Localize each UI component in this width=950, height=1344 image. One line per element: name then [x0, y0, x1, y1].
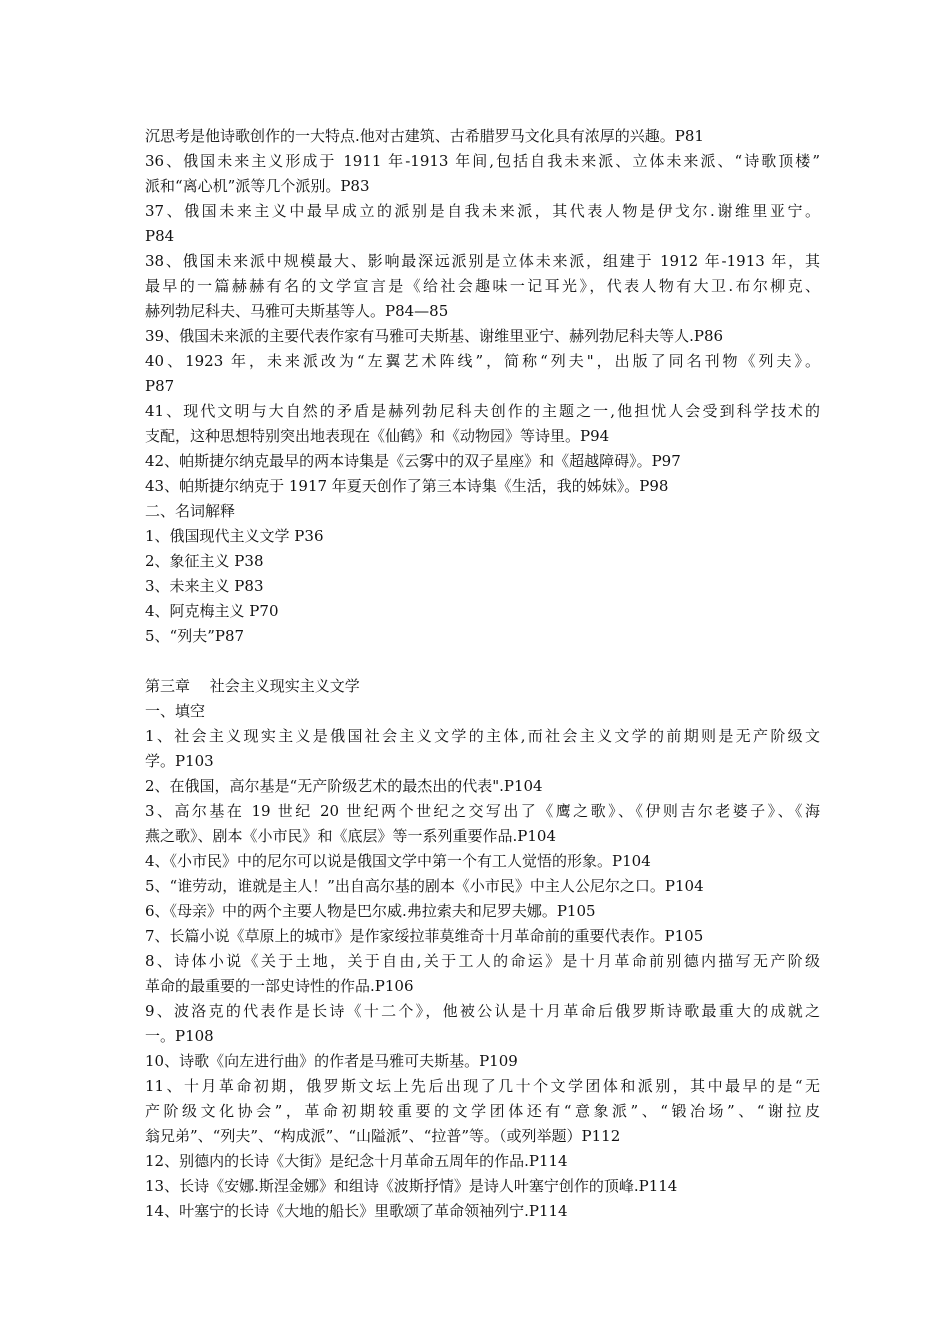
text-line: 5、“列夫”P87 — [145, 627, 245, 645]
text-line: 4、《小市民》中的尼尔可以说是俄国文学中第一个有工人觉悟的形象。P104 — [145, 852, 651, 870]
text-line: 7、长篇小说《草原上的城市》是作家绥拉菲莫维奇十月革命前的重要代表作。P105 — [145, 927, 704, 945]
text-line: 42、帕斯捷尔纳克最早的两本诗集是《云雾中的双子星座》和《超越障碍》。P97 — [145, 452, 681, 470]
text-line: 14、叶塞宁的长诗《大地的船长》里歌颂了革命领袖列宁.P114 — [145, 1202, 568, 1220]
text-line: 4、阿克梅主义 P70 — [145, 602, 279, 620]
text-line: 赫列勃尼科夫、马雅可夫斯基等人。P84—85 — [145, 302, 449, 320]
text-line: 革命的最重要的一部史诗性的作品.P106 — [145, 977, 414, 995]
text-line: 39、俄国未来派的主要代表作家有马雅可夫斯基、谢维里亚宁、赫列勃尼科夫等人.P86 — [145, 327, 724, 345]
blank-line — [145, 649, 820, 674]
text-line: P84 — [145, 227, 175, 245]
text-line: 最早的一篇赫赫有名的文学宣言是《给社会趣味一记耳光》，代表人物有大卫.布尔柳克、 — [145, 277, 820, 295]
text-line: P87 — [145, 377, 175, 395]
document-page — [145, 124, 820, 1224]
text-line: 13、长诗《安娜.斯涅金娜》和组诗《波斯抒情》是诗人叶塞宁创作的顶峰.P114 — [145, 1177, 678, 1195]
text-line: 派和“离心机”派等几个派别。P83 — [145, 177, 370, 195]
text-line: 41、现代文明与大自然的矛盾是赫列勃尼科夫创作的主题之一,他担忧人会受到科学技术的 — [145, 402, 820, 420]
text-line: 2、象征主义 P38 — [145, 552, 264, 570]
text-line: 8、诗体小说《关于土地，关于自由,关于工人的命运》是十月革命前别德内描写无产阶级 — [145, 952, 820, 970]
text-line: 10、诗歌《向左进行曲》的作者是马雅可夫斯基。P109 — [145, 1052, 518, 1070]
text-line: 1、俄国现代主义文学 P36 — [145, 527, 324, 545]
text-line: 36、俄国未来主义形成于 1911 年-1913 年间,包括自我未来派、立体未来派、“诗歌顶楼” — [145, 152, 820, 170]
text-line: 沉思考是他诗歌创作的一大特点.他对古建筑、古希腊罗马文化具有浓厚的兴趣。P81 — [145, 127, 704, 145]
section-heading: 二、名词解释 — [145, 502, 236, 520]
text-line: 12、别德内的长诗《大街》是纪念十月革命五周年的作品.P114 — [145, 1152, 568, 1170]
text-line: 产阶级文化协会”，革命初期较重要的文学团体还有“意象派”、“锻冶场”、“谢拉皮 — [145, 1102, 820, 1120]
text-line: 38、俄国未来派中规模最大、影响最深远派别是立体未来派，组建于 1912 年-1913 年，其 — [145, 252, 820, 270]
text-line: 9、波洛克的代表作是长诗《十二个》，他被公认是十月革命后俄罗斯诗歌最重大的成就之 — [145, 1002, 820, 1020]
text-line: 6、《母亲》中的两个主要人物是巴尔威.弗拉索夫和尼罗夫娜。P105 — [145, 902, 596, 920]
text-line: 一。P108 — [145, 1027, 214, 1045]
text-line: 37、俄国未来主义中最早成立的派别是自我未来派，其代表人物是伊戈尔.谢维里亚宁。 — [145, 202, 820, 220]
text-line: 40、1923 年，未来派改为“左翼艺术阵线”，简称“列夫"，出版了同名刊物《列夫》。 — [145, 352, 820, 370]
text-line: 3、高尔基在 19 世纪 20 世纪两个世纪之交写出了《鹰之歌》、《伊则吉尔老婆子》、《海 — [145, 802, 820, 820]
section-heading: 一、填空 — [145, 702, 206, 720]
text-line: 燕之歌》、剧本《小市民》和《底层》等一系列重要作品.P104 — [145, 827, 556, 845]
text-line: 11、十月革命初期，俄罗斯文坛上先后出现了几十个文学团体和派别，其中最早的是“无 — [145, 1077, 820, 1095]
chapter-heading: 第三章 社会主义现实主义文学 — [145, 677, 360, 695]
text-line: 3、未来主义 P83 — [145, 577, 264, 595]
text-line: 2、在俄国，高尔基是“无产阶级艺术的最杰出的代表".P104 — [145, 777, 543, 795]
text-line: 43、帕斯捷尔纳克于 1917 年夏天创作了第三本诗集《生活，我的姊妹》。P98 — [145, 477, 669, 495]
text-line: 支配，这种思想特别突出地表现在《仙鹤》和《动物园》等诗里。P94 — [145, 427, 610, 445]
text-line: 学。P103 — [145, 752, 214, 770]
text-line: 5、“谁劳动，谁就是主人！”出自高尔基的剧本《小市民》中主人公尼尔之口。P104 — [145, 877, 704, 895]
text-line: 1、社会主义现实主义是俄国社会主义文学的主体,而社会主义文学的前期则是无产阶级文 — [145, 727, 820, 745]
text-line: 翁兄弟”、“列夫”、“构成派”、“山隘派”、“拉普”等。（或列举题）P112 — [145, 1127, 621, 1145]
